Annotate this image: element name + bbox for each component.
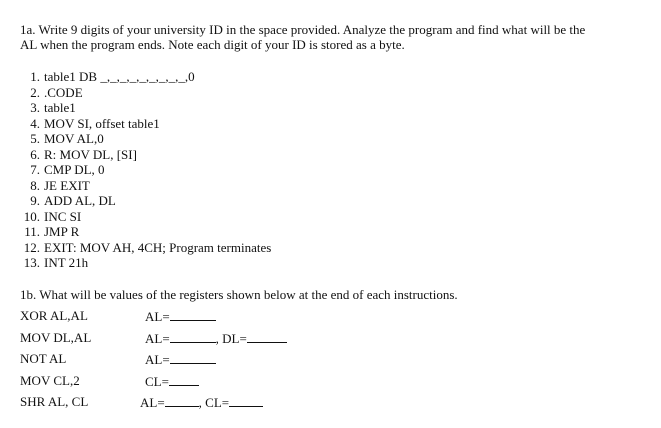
- answer-blank[interactable]: [169, 373, 199, 386]
- instruction: XOR AL,AL: [20, 308, 88, 323]
- program-line: 12. EXIT: MOV AH, 4CH; Program terminates: [23, 239, 272, 255]
- answer-label: AL=: [140, 395, 165, 410]
- program-line: 4. MOV SI, offset table1: [30, 115, 160, 131]
- answer-blank[interactable]: [247, 330, 287, 343]
- answer-blank[interactable]: [229, 394, 263, 407]
- answer-blank[interactable]: [170, 351, 216, 364]
- question-1a-line-2: AL when the program ends. Note each digit of your ID is stored as a byte.: [20, 37, 405, 52]
- answer-label: AL=: [145, 352, 170, 367]
- program-line: 1. table1 DB _,_,_,_,_,_,_,_,_,0: [30, 69, 195, 84]
- program-listing: [20, 69, 271, 271]
- answer-label: AL=: [145, 330, 170, 346]
- answer-blank[interactable]: [170, 308, 216, 321]
- program-line: 5. MOV AL,0: [30, 131, 104, 146]
- program-line: 3. table1: [30, 100, 76, 115]
- program-line: 11. JMP R: [24, 224, 80, 239]
- program-line: 6. R: MOV DL, [SI]: [30, 146, 137, 162]
- answer-label: CL=: [145, 373, 169, 389]
- program-line: 7. CMP DL, 0: [30, 162, 105, 177]
- program-line: 9. ADD AL, DL: [30, 193, 116, 208]
- instruction: MOV DL,AL: [20, 329, 92, 345]
- instruction: SHR AL, CL: [20, 394, 89, 409]
- instruction: MOV CL,2: [20, 372, 80, 388]
- answer-label: AL=: [145, 309, 170, 324]
- answer-blank[interactable]: [165, 394, 199, 407]
- question-1b: 1b. What will be values of the registers shown below at the end of each instructions.: [20, 287, 458, 302]
- answer-label: , CL=: [198, 395, 230, 410]
- answer-label: , DL=: [215, 330, 247, 346]
- program-line: 10. INC SI: [23, 208, 82, 224]
- instruction: NOT AL: [20, 351, 67, 366]
- answer-blank[interactable]: [170, 330, 216, 343]
- program-line: 13. INT 21h: [23, 255, 89, 270]
- program-line: 8. JE EXIT: [30, 177, 90, 193]
- question-1a-line-1: 1a. Write 9 digits of your university ID in the space provided. Analyze the program and find what will be the: [20, 22, 586, 37]
- question-1a: [20, 22, 645, 52]
- program-line: 2. .CODE: [30, 84, 83, 100]
